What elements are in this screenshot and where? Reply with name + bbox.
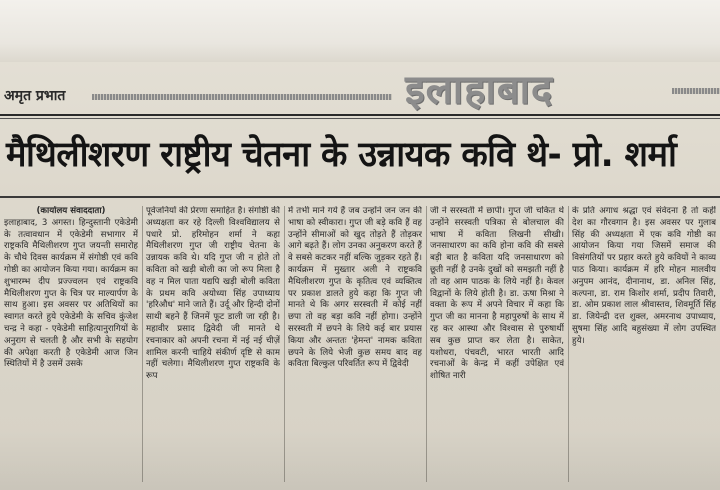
top-rule-thin <box>0 118 720 119</box>
column-text: के प्रति अगाध श्रद्धा एवं संवेदना है तो कहीं देश का गौरवगान है। इस अवसर पर गुलाब सिंह की अध्यक्षता में एक कवि गोष्ठी का आयोजन किया गया जिसमें समाज की विसंगतियों पर प्रहार करते हुये कवियों ने काव्य पाठ किया। कार्यक्रम में हरि मोहन मालवीय अनुपम आनंद, दीनानाथ, डा. अनिल सिंह, कल्पना, डा. राम किशोर शर्मा, प्रदीप तिवारी, डा. ओम प्रकाश लाल श्रीवास्तव, शिवमूर्ति सिंह डा. जियेन्द्री दत्त शुक्ल, अमरनाथ उपाध्याय, सुषमा सिंह आदि बहुसंख्या में लोग उपस्थित हुये। <box>572 206 716 346</box>
masthead-rule-right <box>672 88 720 94</box>
column-text: में तभी माने गये हैं जब उन्होंने जन जन की भाषा को स्वीकारा। गुप्त जी बड़े कवि हैं वह उन्होंने सीमाओं को खुद तोड़ते हैं तोड़कर आगे बढ़ते हैं। लोग उनका अनुकरण करते हैं वे सबसे कटकर नहीं बल्कि जुड़कर रहते हैं। कार्यक्रम में मुख्तार अली ने राष्ट्रकवि मैथिलीशरण गुप्त के कृतित्व एवं व्यक्तित्व पर प्रकाश डालते हुये कहा कि गुप्त जी मानते थे कि अगर सरस्वती में कोई नहीं छपा तो वह बड़ा कवि नहीं होगा। उन्होंने सरस्वती में छपने के लिये कई बार प्रयास किया और अन्ततः 'हेमन्त' नामक कविता छपने के लिये भेजी कुछ समय बाद वह कविता बिल्कुल परिवर्तित रूप में द्विवेदी <box>288 206 422 370</box>
masthead-rule-left <box>92 94 392 100</box>
column-text: इलाहाबाद, 3 अगस्त। हिन्दुस्तानी एकेडेमी के तत्वावधान में एकेडेमी सभागार में राष्ट्रकवि मैथिलीशरण गुप्त जयन्ती समारोह के चौथे दिवस कार्यक्रम में संगोष्ठी एवं कवि गोष्ठी का आयोजन किया गया। कार्यक्रम का शुभारम्भ दीप प्रज्ज्वलन एवं राष्ट्रकवि मैथिलीशरण गुप्त के चित्र पर माल्यार्पण के साथ हुआ। इस अवसर पर अतिथियों का स्वागत करते हुये एकेडेमी के सचिव कुंजेश चन्द्र ने कहा - एकेडेमी साहित्यानुरागियों के अनुराग से चलती है और सभी के सहयोग की अपेक्षा करती है एकेडेमी आज जिन स्थितियों में है उसमें उसके <box>4 217 138 370</box>
column-text: पूर्वजनियों की प्रेरणा समाहित है। संगोष्ठी की अध्यक्षता कर रहे दिल्ली विश्वविद्यालय से पधारे प्रो. हरिमोहन शर्मा ने कहा मैथिलीशरण गुप्त जी राष्ट्रीय चेतना के उन्नायक कवि थे। यदि गुप्त जी न होते तो कविता को खड़ी बोली का जो रूप मिला है वह न मिल पाता यद्यपि खड़ी बोली कविता के प्रथम कवि अयोध्या सिंह उपाध्याय 'हरिऔध' माने जाते हैं। उर्दू और हिन्दी दोनों साथी बहने हैं जिनमें फूट डाली जा रही है। महावीर प्रसाद द्विवेदी जी मानते थे रचनाकार को अपनी रचना में नई नई चीज़ें शामिल करनी चाहिये संकीर्ण दृष्टि से काम नहीं चलेगा। मैथिलीशरण गुप्त राष्ट्रकवि के रूप <box>146 206 280 382</box>
byline: (कार्यालय संवाददाता) <box>36 206 106 216</box>
column-text: जी ने सरस्वती में छापी। गुप्त जी चकित थे उन्होंने सरस्वती पत्रिका से बोलचाल की भाषा में कविता लिखनी सीखी। जनसाधारण का कवि होना कवि की सबसे बड़ी बात है कविता यदि जनसाधारण को छूती नहीं है उनके दुखों को समझती नहीं है तो वह आम पाठक के लिये नहीं है। केवल विद्वानों के लिये होती है। डा. ऊषा मिश्रा ने वक्ता के रूप में अपने विचार में कहा कि गुप्त जी का मानना है महापुरुषों के साथ में रह कर आस्था और विश्वास से पुरुषार्थी सब कुछ प्राप्त कर लेता है। साकेत, यशोधरा, पंचवटी, भारत भारती आदि रचनाओं के केन्द्र में कहीं उपेक्षित एवं शोषित नारी <box>430 206 564 382</box>
paper-shading <box>0 430 720 490</box>
city-edition-title: इलाहाबाद <box>405 67 554 113</box>
headline: मैथिलीशरण राष्ट्रीय चेतना के उन्नायक कवि थे- प्रो. शर्मा <box>6 135 677 175</box>
newspaper-name: अमृत प्रभात <box>4 88 66 104</box>
paper-fold <box>0 0 720 62</box>
top-rule <box>0 114 720 116</box>
headline-rule <box>0 196 720 198</box>
